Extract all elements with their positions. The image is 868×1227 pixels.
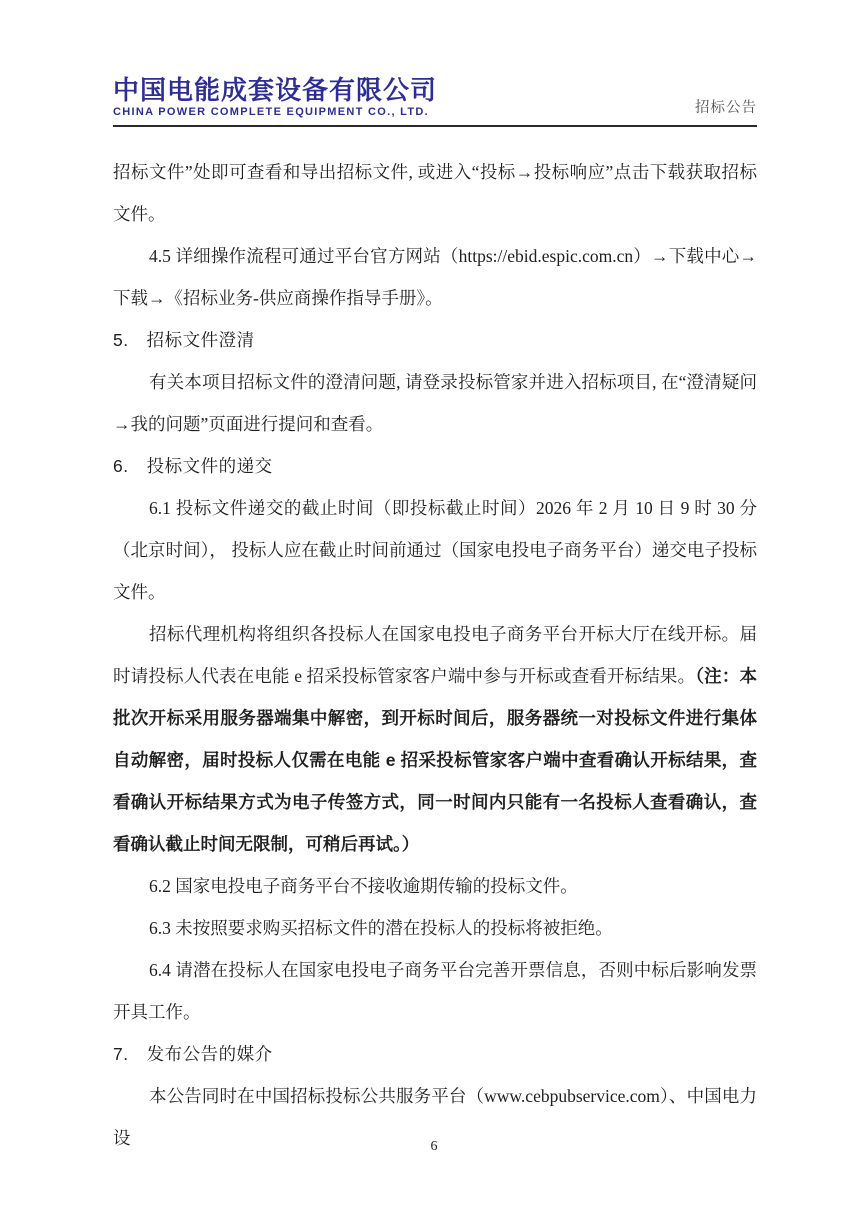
paragraph [113, 949, 757, 1033]
bold-text-run: 6. 投标文件的递交 [113, 455, 273, 476]
paragraph [113, 151, 757, 235]
text-run: 6.3 未按照要求购买招标文件的潜在投标人的投标将被拒绝。 [149, 917, 613, 938]
bold-text-run: 5. 招标文件澄清 [113, 329, 255, 350]
text-run: 6.4 请潜在投标人在国家电投电子商务平台完善开票信息，否则中标后影响发票开具工作。 [113, 959, 757, 1022]
text-run: 6.2 国家电投电子商务平台不接收逾期传输的投标文件。 [149, 875, 578, 896]
page-number: 6 [430, 1139, 438, 1154]
section-heading [113, 1033, 757, 1075]
paragraph [113, 235, 757, 319]
text-run: 招标文件”处即可查看和导出招标文件, 或进入“投标→投标响应”点击下载获取招标文件。 [113, 161, 757, 224]
section-heading [113, 319, 757, 361]
paragraph [113, 487, 757, 613]
document-content [113, 151, 757, 1159]
paragraph [113, 613, 757, 865]
bold-text-run: （注：本批次开标采用服务器端集中解密，到开标时间后，服务器统一对投标文件进行集体自动解密，届时投标人仅需在电能 e 招采投标管家客户端中查看确认开标结果，查看确认开标结果方式为电子传签方式，同一时间内只能有一名投标人查看确认，查看确认截止时间无限制，可稍后再试。） [113, 665, 758, 854]
page-footer [0, 1139, 868, 1155]
text-run: 有关本项目招标文件的澄清问题, 请登录投标管家并进入招标项目, 在“澄清疑问→我的问题”页面进行提问和查看。 [113, 371, 757, 434]
company-name-chinese: 中国电能成套设备有限公司 [113, 75, 438, 105]
paragraph [113, 361, 757, 445]
paragraph [113, 907, 757, 949]
paragraph [113, 865, 757, 907]
bold-text-run: 7. 发布公告的媒介 [113, 1043, 273, 1064]
company-name-english: CHINA POWER COMPLETE EQUIPMENT CO., LTD. [113, 105, 429, 118]
company-logo [113, 76, 437, 118]
text-run: 本公告同时在中国招标投标公共服务平台（www.cebpubservice.com）、中国电力设 [113, 1085, 757, 1148]
section-heading [113, 445, 757, 487]
text-run: 4.5 详细操作流程可通过平台官方网站（https://ebid.espic.com.cn）→下载中心→下载→《招标业务-供应商操作指导手册》。 [113, 245, 757, 308]
text-run: 6.1 投标文件递交的截止时间（即投标截止时间）2026 年 2 月 10 日 9 时 30 分（北京时间）， 投标人应在截止时间前通过（国家电投电子商务平台）递交电子投标文件。 [113, 497, 757, 602]
document-type-label: 招标公告 [695, 99, 757, 116]
page-header [113, 76, 757, 127]
text-run: 招标代理机构将组织各投标人在国家电投电子商务平台开标大厅在线开标。届时请投标人代表在电能 e 招采投标管家客户端中参与开标或查看开标结果。 [113, 623, 757, 686]
